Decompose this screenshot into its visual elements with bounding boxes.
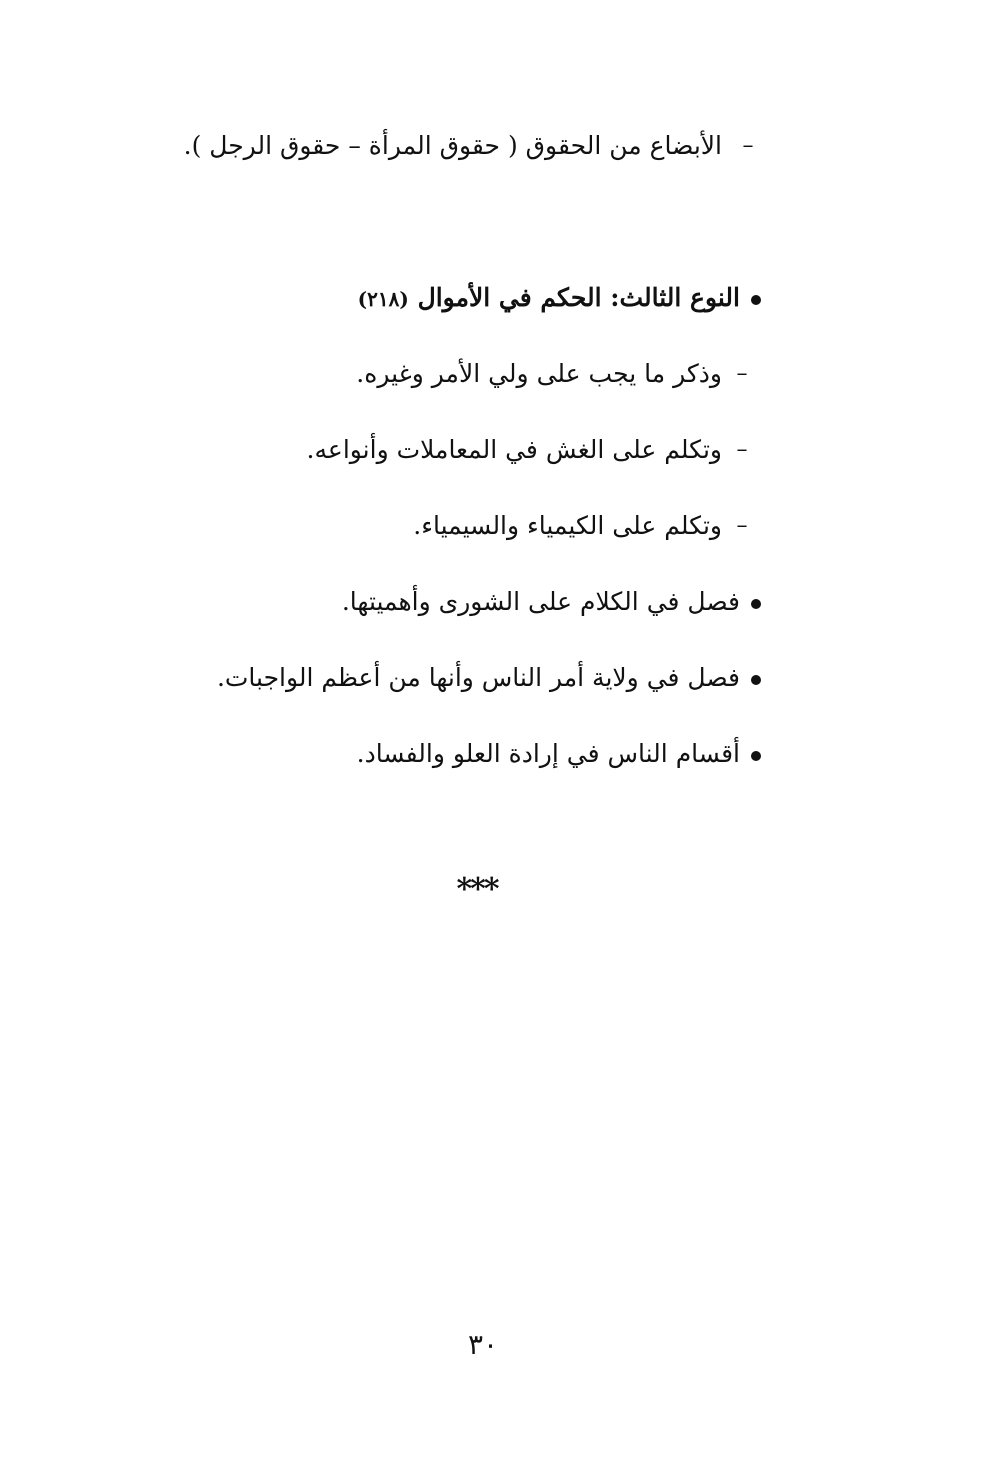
bullet-icon — [744, 276, 768, 320]
section-heading-page-ref: (٢١٨) — [357, 287, 409, 311]
bullet-list-item — [0, 732, 988, 776]
bullet-icon — [744, 656, 768, 700]
sub-list-item-text: وتكلم على الغش في المعاملات وأنواعه. — [306, 435, 722, 464]
bullet-list-item-text: فصل في ولاية أمر الناس وأنها من أعظم الواجبات. — [216, 663, 740, 692]
top-list-item — [0, 124, 988, 168]
section-separator: *** — [456, 872, 498, 907]
bullet-list-item — [0, 656, 988, 700]
bullet-list-item-text: فصل في الكلام على الشورى وأهميتها. — [341, 587, 740, 616]
dash-marker: – — [736, 437, 748, 462]
sub-list-item-text: وتكلم على الكيمياء والسيمياء. — [413, 511, 722, 540]
section-heading — [0, 276, 988, 320]
bullet-list-item-text: أقسام الناس في إرادة العلو والفساد. — [356, 739, 740, 768]
sub-list-item-text: وذكر ما يجب على ولي الأمر وغيره. — [356, 359, 722, 388]
dash-marker: – — [742, 133, 754, 158]
sub-list-item — [0, 428, 988, 472]
sub-list-item — [0, 504, 988, 548]
section-heading-title: النوع الثالث: الحكم في الأموال — [417, 283, 740, 312]
bullet-list-item — [0, 580, 988, 624]
dash-marker: – — [736, 361, 748, 386]
page-number: ٣٠ — [467, 1328, 499, 1361]
bullet-icon — [744, 732, 768, 776]
top-list-item-text: الأبضاع من الحقوق ( حقوق المرأة – حقوق الرجل ). — [183, 131, 722, 160]
sub-list-item — [0, 352, 988, 396]
section-heading-text — [358, 276, 740, 321]
dash-marker: – — [736, 513, 748, 538]
bullet-icon — [744, 580, 768, 624]
